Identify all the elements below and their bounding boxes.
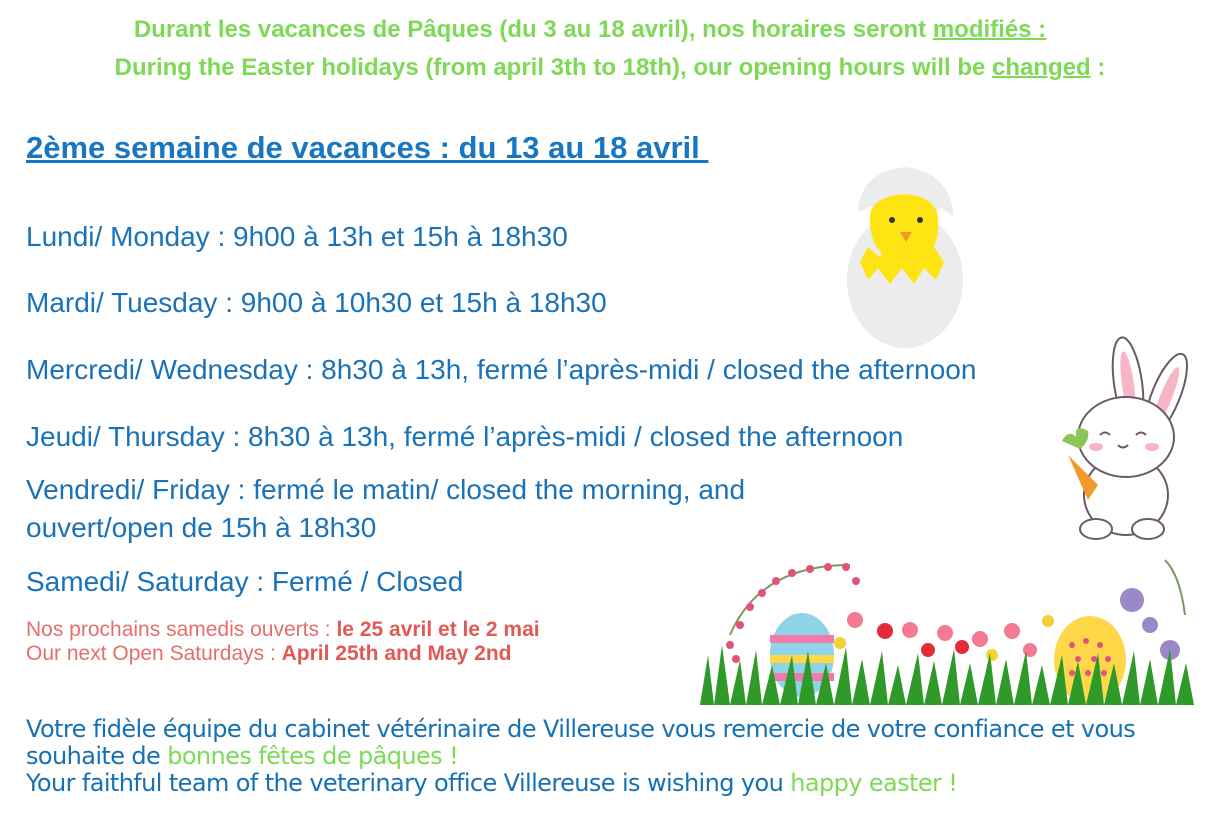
thanks-french-line1: Votre fidèle équipe du cabinet vétérinaire de Villereuse vous remercie de votre confiance et vous: [26, 715, 1136, 743]
notice-english: During the Easter holidays (from april 3th to 18th), our opening hours will be changed :: [114, 54, 1106, 81]
thanks-french-line2: souhaite de bonnes fêtes de pâques !: [26, 742, 459, 770]
schedule-wednesday: Mercredi/ Wednesday : 8h30 à 13h, fermé l’après-midi / closed the afternoon: [26, 354, 977, 385]
bunny-with-carrot-icon: [1048, 335, 1198, 545]
schedule-saturday: Samedi/ Saturday : Fermé / Closed: [26, 566, 464, 597]
schedule-friday-line1: Vendredi/ Friday : fermé le matin/ closed the morning, and: [26, 474, 746, 505]
next-saturdays-english: Our next Open Saturdays : April 25th and May 2nd: [26, 642, 512, 665]
schedule-monday: Lundi/ Monday : 9h00 à 13h et 15h à 18h30: [26, 221, 568, 252]
easter-eggs-grass-icon: [700, 555, 1195, 710]
week-title: 2ème semaine de vacances : du 13 au 18 avril: [26, 130, 709, 165]
notice-english-emphasis: changed: [992, 54, 1091, 81]
notice-french: Durant les vacances de Pâques (du 3 au 18 avril), nos horaires seront modifiés :: [133, 16, 1047, 43]
schedule-tuesday: Mardi/ Tuesday : 9h00 à 10h30 et 15h à 18h30: [26, 287, 607, 318]
thanks-english: Your faithful team of the veterinary office Villereuse is wishing you happy easter !: [26, 769, 958, 797]
notice-french-emphasis: modifiés :: [932, 16, 1047, 43]
chick-in-egg-icon: [840, 162, 970, 352]
schedule-friday-line2: ouvert/open de 15h à 18h30: [26, 512, 377, 543]
schedule-thursday: Jeudi/ Thursday : 8h30 à 13h, fermé l’après-midi / closed the afternoon: [26, 421, 904, 452]
next-saturdays-french: Nos prochains samedis ouverts : le 25 avril et le 2 mai: [26, 618, 540, 641]
